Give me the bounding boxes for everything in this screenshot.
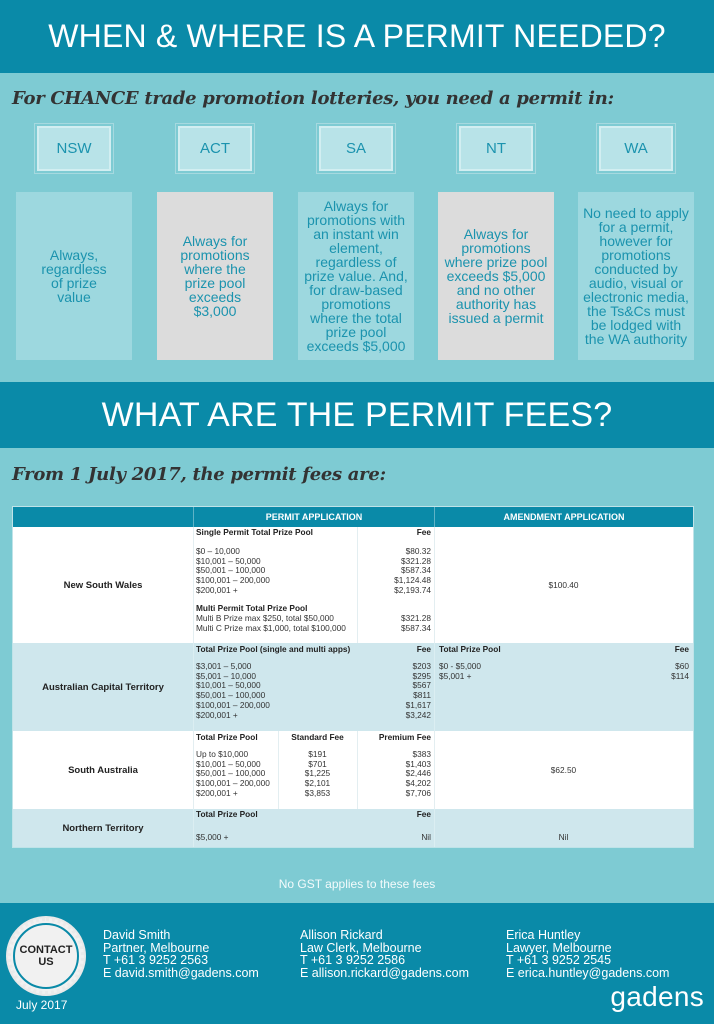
state-tag-nsw: NSW [37,126,111,171]
contact-role: Lawyer, Melbourne [506,940,612,955]
contact-allison-rickard [300,929,469,979]
state-name: South Australia [68,764,138,776]
nt-pool-header: Total Prize Pool [196,809,258,819]
nt-pool: $5,000 + [196,832,229,842]
table-header [13,507,693,527]
state-tag-wa: WA [599,126,673,171]
state-card-nt [438,192,554,360]
contact-david-smith [103,929,259,979]
nsw-multi-list: Multi B Prize max $250, total $50,000 Multi C Prize max $1,000, total $100,000 [196,613,346,633]
act-fee-header: Fee [416,644,431,654]
contact-name: Allison Rickard [300,928,383,942]
nt-fee-header: Fee [416,809,431,819]
header-permit-application: PERMIT APPLICATION [193,507,434,527]
contact-footer [0,903,714,1024]
contact-name: Erica Huntley [506,928,581,942]
section2-subtitle: From 1 July 2017, the permit fees are: [12,464,386,485]
act-amend-fee-header: Fee [674,644,689,654]
state-card-nsw [16,192,132,360]
card-text: No need to apply for a permit, however for promotions conducted by audio, visual or electronic media, the Ts&Cs must be lodged with the WA authority [583,205,689,347]
act-fee-list: $203 $295 $567 $811 $1,617 $3,242 [405,661,431,720]
card-text: Always for promotions with an instant win element, regardless of prize value. And, for draw-based promotions where the total prize pool exceeds $5,000 [304,198,408,354]
act-pool-header: Total Prize Pool (single and multi apps) [196,644,351,654]
contact-email[interactable]: E david.smith@gadens.com [103,965,259,980]
card-text: Always for promotions where the prize pool exceeds $3,000 [180,233,250,319]
nt-amendment-fee: Nil [558,832,569,842]
sa-standard-list: $191 $701 $1,225 $2,101 $3,853 [304,749,331,798]
nt-fee: Nil [421,832,431,842]
fee-table [12,506,694,848]
nsw-single-header: Single Permit Total Prize Pool [196,527,313,537]
contact-erica-huntley [506,929,669,979]
table-row-act [13,643,693,731]
section2-title: WHAT ARE THE PERMIT FEES? [101,395,613,434]
section1-subtitle: For CHANCE trade promotion lotteries, you need a permit in: [12,88,614,109]
gadens-logo: gadens [610,981,704,1012]
badge-line2: US [38,956,54,968]
badge-line1: CONTACT [19,944,73,956]
nsw-amendment-fee: $100.40 [548,580,579,590]
nsw-multi-fees: $321.28 $587.34 [401,613,431,633]
card-text: Always, regardless of prize value [41,247,107,305]
act-amend-pool-list: $0 - $5,000 $5,001 + [439,661,481,681]
sa-premium-list: $383 $1,403 $2,446 $4,202 $7,706 [405,749,431,798]
state-card-wa [578,192,694,360]
badge-label [13,923,79,989]
contact-phone[interactable]: T +61 3 9252 2586 [300,953,406,967]
contact-role: Law Clerk, Melbourne [300,940,422,955]
contact-email[interactable]: E erica.huntley@gadens.com [506,965,670,980]
act-amend-fee-list: $60 $114 [671,661,689,681]
section1-title: WHEN & WHERE IS A PERMIT NEEDED? [48,18,666,54]
table-row-nt [13,809,693,847]
sa-pool-header: Total Prize Pool [196,732,258,742]
state-tag-nt: NT [459,126,533,171]
publication-date: July 2017 [16,998,68,1012]
gst-note: No GST applies to these fees [278,877,436,891]
contact-us-badge [8,918,84,994]
sa-standard-header: Standard Fee [291,732,344,742]
permit-fees-banner [0,382,714,448]
header-amendment-application: AMENDMENT APPLICATION [434,507,693,527]
contact-email[interactable]: E allison.rickard@gadens.com [300,965,470,980]
contact-phone[interactable]: T +61 3 9252 2545 [506,953,612,967]
state-card-sa [298,192,414,360]
nsw-fee-list: $80.32 $321.28 $587.34 $1,124.48 $2,193.74 [394,546,431,595]
state-tag-act: ACT [178,126,252,171]
permit-needed-banner [0,0,714,73]
state-card-act [157,192,273,360]
table-row-sa [13,731,693,809]
nsw-pool-list: $0 – 10,000 $10,001 – 50,000 $50,001 – 100,000 $100,001 – 200,000 $200,001 + [196,546,270,595]
sa-amendment-fee: $62.50 [550,765,577,775]
act-amend-pool-header: Total Prize Pool [439,644,501,654]
contact-role: Partner, Melbourne [103,940,210,955]
header-state [13,507,193,527]
state-name: New South Wales [63,579,143,591]
sa-premium-header: Premium Fee [378,732,431,742]
act-pool-list: $3,001 – 5,000 $5,001 – 10,000 $10,001 – 50,000 $50,001 – 100,000 $100,001 – 200,000 $200,001 + [196,661,270,720]
state-name: Northern Territory [62,822,144,834]
nsw-fee-header: Fee [416,527,431,537]
table-row-nsw [13,527,693,643]
contact-name: David Smith [103,928,171,942]
card-text: Always for promotions where prize pool exceeds $5,000 and no other authority has issued a permit [444,226,548,326]
nsw-multi-header: Multi Permit Total Prize Pool [196,603,308,613]
state-tag-sa: SA [319,126,393,171]
state-name: Australian Capital Territory [42,681,164,693]
sa-pool-list: Up to $10,000 $10,001 – 50,000 $50,001 – 100,000 $100,001 – 200,000 $200,001 + [196,749,270,798]
contact-phone[interactable]: T +61 3 9252 2563 [103,953,209,967]
